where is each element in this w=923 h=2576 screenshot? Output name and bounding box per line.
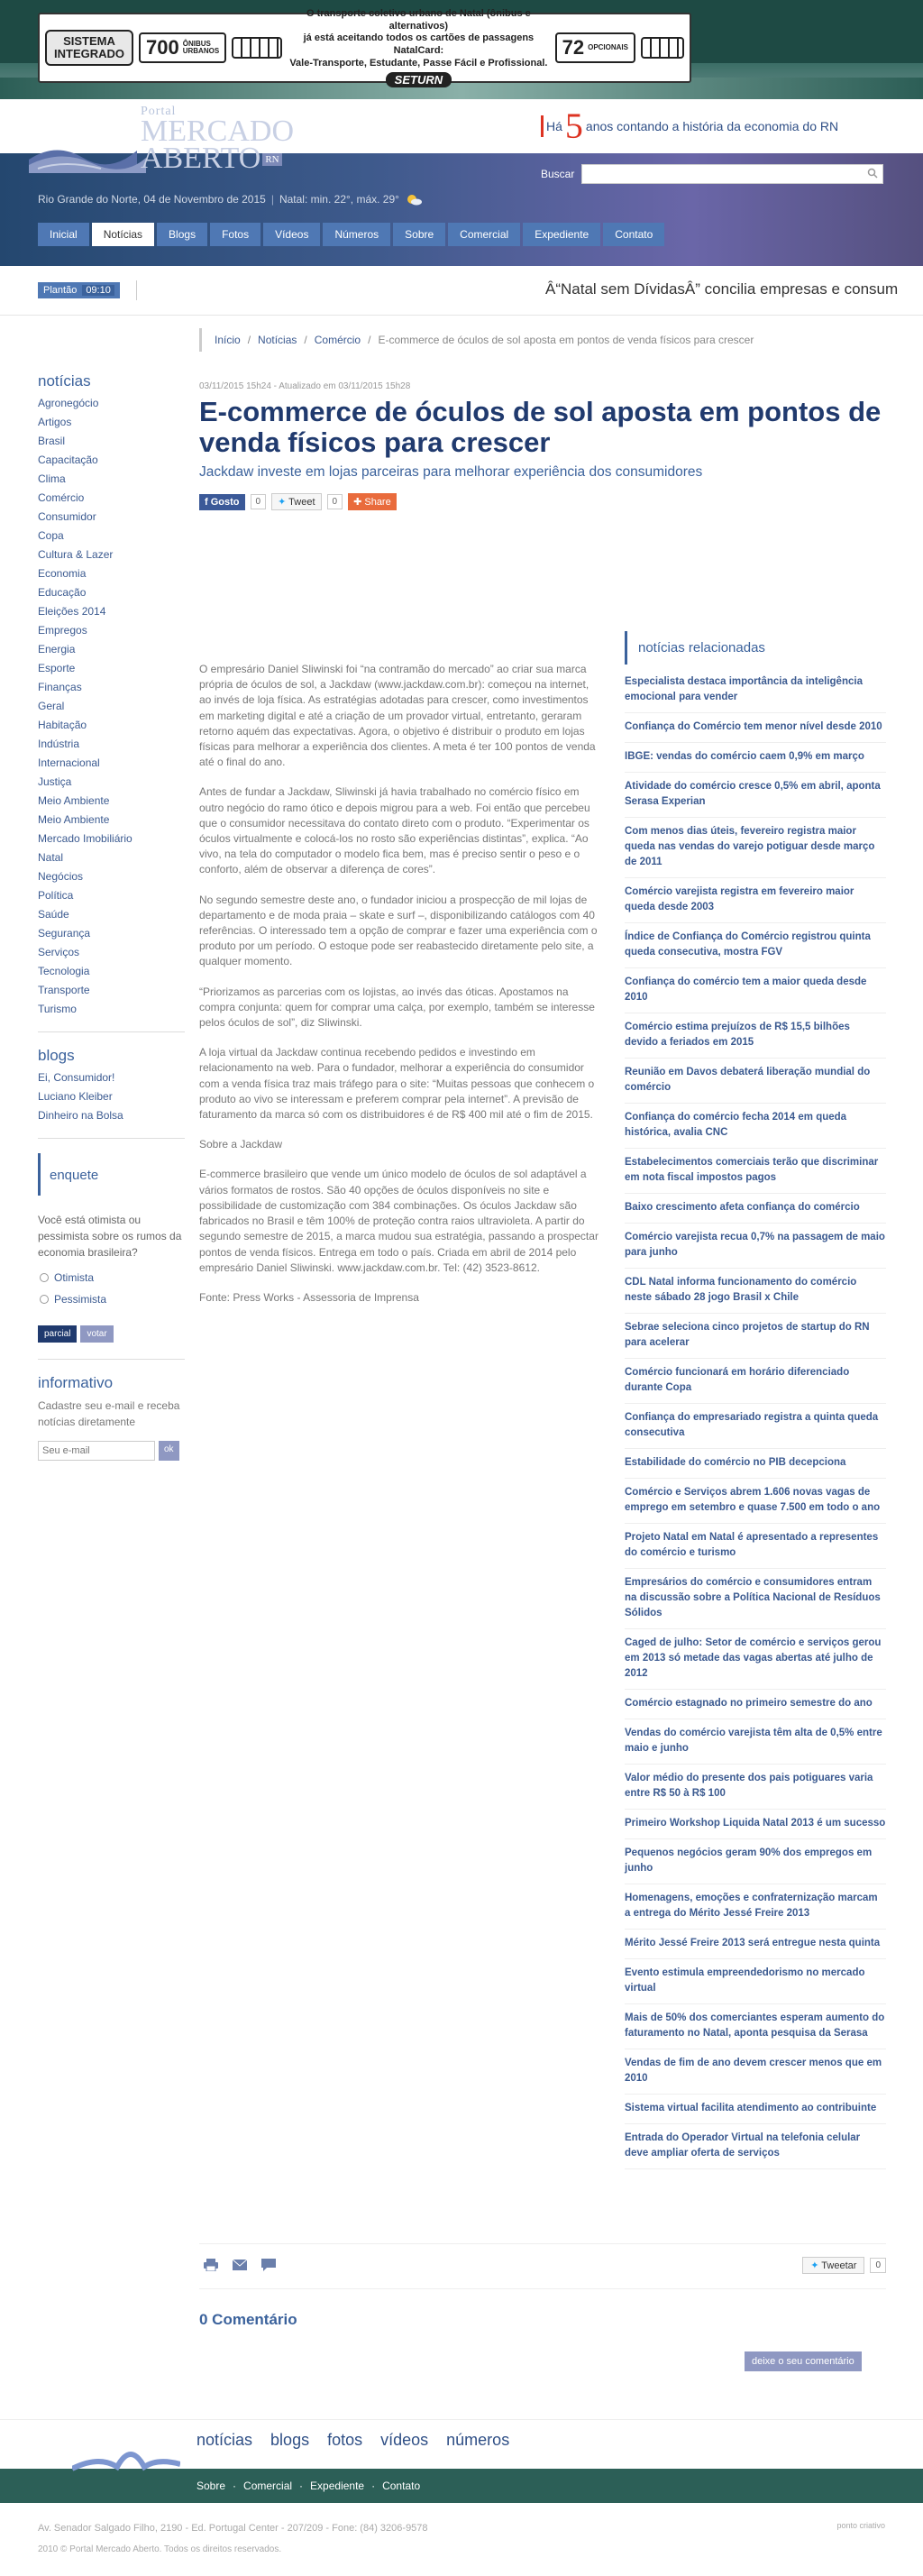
nav-fotos[interactable]: Fotos: [210, 223, 260, 246]
blog-item[interactable]: Luciano Kleiber: [38, 1090, 113, 1103]
footer-bottom: [0, 2503, 923, 2576]
sidebar-item[interactable]: Mercado Imobiliário: [38, 832, 133, 845]
current-date: Rio Grande do Norte, 04 de Novembro de 2015: [38, 193, 266, 206]
newsletter: [38, 1374, 185, 1461]
poll-option-label: Pessimista: [54, 1293, 107, 1306]
newsletter-form: [38, 1441, 185, 1461]
related-item[interactable]: Sistema virtual facilita atendimento ao contribuinte: [625, 2095, 886, 2124]
related-item[interactable]: Homenagens, emoções e confraternização marcam a entrega do Mérito Jessé Freire 2013: [625, 1884, 886, 1930]
sidebar-item[interactable]: Justiça: [38, 775, 72, 788]
sidebar-item[interactable]: Meio Ambiente: [38, 794, 110, 807]
newsletter-ok-button[interactable]: ok: [159, 1441, 179, 1461]
related-item[interactable]: Comércio e Serviços abrem 1.606 novas vagas de emprego em setembro e quase 7.500 em todo o ano: [625, 1479, 886, 1524]
article-paragraph: Fonte: Press Works - Assessoria de Imprensa: [199, 1290, 419, 1304]
poll-option-pessimista[interactable]: [40, 1293, 185, 1306]
nav-videos[interactable]: Vídeos: [263, 223, 320, 246]
search-input[interactable]: [582, 165, 853, 183]
logo-portal: Portal: [141, 105, 177, 118]
bus-icon: [232, 37, 282, 59]
sidebar-item[interactable]: Geral: [38, 700, 65, 712]
seturn-logo: SETURN: [386, 72, 452, 87]
main-content: [199, 316, 886, 2367]
social-buttons: [199, 493, 886, 510]
related-item[interactable]: IBGE: vendas do comércio caem 0,9% em março: [625, 743, 886, 773]
sidebar-item[interactable]: Saúde: [38, 908, 69, 921]
footer-nav-bar: Sobre · Comercial · Expediente · Contato: [0, 2469, 923, 2503]
related-item[interactable]: Comércio varejista recua 0,7% na passagem de maio para junho: [625, 1224, 886, 1269]
footer-link-videos[interactable]: vídeos: [380, 2431, 429, 2449]
blogs-list: [38, 1068, 185, 1125]
related-item[interactable]: Mérito Jessé Freire 2013 será entregue nesta quinta: [625, 1930, 886, 1959]
sidebar-item[interactable]: Segurança: [38, 927, 91, 940]
sidebar-item[interactable]: Capacitação: [38, 454, 98, 466]
sidebar-item[interactable]: Indústria: [38, 738, 80, 750]
sidebar-item[interactable]: Comércio: [38, 491, 85, 504]
tweetar-count: 0: [870, 2258, 886, 2273]
share-label: Share: [364, 497, 391, 508]
twitter-icon: ✦: [278, 497, 289, 508]
sidebar-item[interactable]: Eleições 2014: [38, 605, 106, 618]
radio-icon[interactable]: [40, 1295, 49, 1304]
sidebar-divider: [38, 1138, 185, 1139]
article-paragraph: O empresário Daniel Sliwinski foi “na contramão do mercado” ao criar sua marca própria de óculos de sol, a Jackdaw (www.jackdaw.com.br): começou na internet, ao invés de loja física. As estratégias adotadas para crescer, como investimentos em marketing digital e até a criação de um provador virtual, entretanto, geraram retorno aquém das expectativas. Agora, o objetivo é distribuir o produto em lojas físicas para melhorar a experiência dos clientes. A meta é ter 100 pontos de venda até o final do ano.: [199, 663, 596, 769]
opcionais-label: OPCIONAIS: [588, 43, 628, 51]
poll-buttons: [38, 1325, 185, 1343]
onibus-number: 700: [146, 36, 179, 59]
onibus-count: [139, 32, 226, 63]
poll-votar-button[interactable]: votar: [80, 1325, 113, 1343]
related-item[interactable]: Atividade do comércio cresce 0,5% em abril, aponta Serasa Experian: [625, 773, 886, 818]
nav-noticias[interactable]: Notícias: [92, 223, 154, 246]
blog-item[interactable]: Ei, Consumidor!: [38, 1071, 115, 1084]
tagline-bar: [541, 115, 544, 137]
sidebar-item[interactable]: Internacional: [38, 756, 100, 769]
newsletter-text: Cadastre seu e-mail e receba notícias diretamente: [38, 1399, 180, 1428]
sidebar-item[interactable]: Educação: [38, 586, 87, 599]
related-item[interactable]: Com menos dias úteis, fevereiro registra maior queda nas vendas do varejo potiguar desde março de 2011: [625, 818, 886, 878]
plantao-bar: [0, 266, 923, 316]
poll-title: enquete: [50, 1168, 99, 1183]
related-item[interactable]: Projeto Natal em Natal é apresentado a representes do comércio e turismo: [625, 1524, 886, 1569]
related-item[interactable]: Valor médio do presente dos pais potiguares varia entre R$ 50 à R$ 100: [625, 1765, 886, 1810]
sidebar-item[interactable]: Brasil: [38, 435, 66, 447]
related-item[interactable]: Primeiro Workshop Liquida Natal 2013 é um sucesso: [625, 1810, 886, 1839]
ad-banner[interactable]: [38, 7, 691, 87]
sidebar-item[interactable]: Artigos: [38, 416, 72, 428]
search-label: Buscar: [541, 168, 575, 180]
related-item[interactable]: Comércio estagnado no primeiro semestre do ano: [625, 1690, 886, 1719]
related-item[interactable]: Comércio varejista registra em fevereiro maior queda desde 2003: [625, 878, 886, 923]
tweet-button[interactable]: [271, 493, 321, 510]
related-item[interactable]: Empresários do comércio e consumidores entram na discussão sobre a Política Nacional de Resíduos Sólidos: [625, 1569, 886, 1629]
opcionais-number: 72: [562, 36, 585, 59]
related-item[interactable]: Vendas de fim de ano devem crescer menos que em 2010: [625, 2049, 886, 2095]
sidebar-item[interactable]: Agronegócio: [38, 397, 99, 409]
main-nav: [38, 223, 664, 246]
sidebar-item[interactable]: Esporte: [38, 662, 76, 674]
sidebar-item[interactable]: Serviços: [38, 946, 80, 958]
footer-link-fotos[interactable]: fotos: [327, 2431, 363, 2449]
comments-count: 0 Comentário: [199, 2311, 297, 2328]
tagline-ha: Há: [546, 119, 562, 133]
sidebar-divider: [38, 1031, 185, 1032]
nav-contato[interactable]: Contato: [603, 223, 664, 246]
comment-icon[interactable]: [257, 2255, 280, 2275]
related-item[interactable]: Entrada do Operador Virtual na telefonia celular deve ampliar oferta de serviços: [625, 2124, 886, 2169]
banner-line-3: Vale-Transporte, Estudante, Passe Fácil e Profissional.: [289, 57, 548, 69]
banner-line-1: O transporte coletivo urbano de Natal (ônibus e alternativos): [306, 7, 531, 32]
van-icon: [641, 37, 684, 59]
footer-contato[interactable]: Contato: [382, 2480, 421, 2492]
footer-links: [196, 2431, 509, 2450]
related-item[interactable]: Comércio estima prejuízos de R$ 15,5 bilhões devido a feriados em 2015: [625, 1013, 886, 1059]
twitter-icon: ✦: [810, 2260, 822, 2271]
footer-credit[interactable]: ponto criativo: [836, 2521, 885, 2530]
related-item[interactable]: Vendas do comércio varejista têm alta de 0,5% entre maio e junho: [625, 1719, 886, 1765]
related-item[interactable]: Pequenos negócios geram 90% dos empregos em junho: [625, 1839, 886, 1884]
related-item[interactable]: Confiança do empresariado registra a quinta queda consecutiva: [625, 1404, 886, 1449]
facebook-like-button[interactable]: [199, 494, 245, 510]
related-item[interactable]: Evento estimula empreendedorismo no mercado virtual: [625, 1959, 886, 2004]
onibus-label-2: URBANOS: [182, 47, 220, 55]
leave-comment-button[interactable]: deixe o seu comentário: [745, 2351, 862, 2371]
sidebar-item[interactable]: Cultura & Lazer: [38, 548, 114, 561]
nav-comercial[interactable]: Comercial: [448, 223, 520, 246]
related-news: [625, 631, 886, 2169]
breadcrumb-inicio[interactable]: Início: [215, 334, 241, 346]
onibus-label-1: ÔNIBUS: [182, 40, 211, 48]
nav-inicial[interactable]: Inicial: [38, 223, 89, 246]
sidebar-item[interactable]: Copa: [38, 529, 64, 542]
related-item[interactable]: Estabelecimentos comerciais terão que discriminar em nota fiscal impostos pagos: [625, 1149, 886, 1194]
share-button[interactable]: [348, 493, 397, 510]
nav-numeros[interactable]: Números: [323, 223, 390, 246]
sidebar-item[interactable]: Política: [38, 889, 74, 902]
related-item[interactable]: Sebrae seleciona cinco projetos de startup do RN para acelerar: [625, 1314, 886, 1359]
partly-cloudy-icon: [405, 193, 423, 206]
integrado-text: INTEGRADO: [54, 47, 124, 60]
related-item[interactable]: Especialista destaca importância da inteligência emocional para vender: [625, 668, 886, 713]
weather-text: Natal: min. 22°, máx. 29°: [279, 193, 399, 206]
sidebar: [38, 316, 185, 2448]
tweet-label: Tweet: [288, 497, 315, 508]
sidebar-item[interactable]: Consumidor: [38, 510, 96, 523]
plantao-divider: [136, 280, 137, 300]
email-field[interactable]: [38, 1441, 155, 1461]
tagline-text: anos contando a história da economia do RN: [585, 119, 839, 133]
noticias-list: [38, 394, 185, 1019]
poll-option-label: Otimista: [54, 1271, 95, 1284]
sidebar-item[interactable]: Habitação: [38, 719, 87, 731]
facebook-count: 0: [251, 494, 267, 509]
related-list: [625, 668, 886, 2169]
footer-sobre[interactable]: Sobre: [196, 2480, 226, 2492]
banner-line-2: já está aceitando todos os cartões de passagens NatalCard:: [303, 32, 535, 56]
site-logo[interactable]: [29, 105, 295, 176]
sidebar-item[interactable]: Natal: [38, 851, 64, 864]
nav-expediente[interactable]: Expediente: [523, 223, 600, 246]
sistema-text: SISTEMA: [63, 34, 115, 49]
article-actions: [199, 2243, 886, 2275]
tagline: [541, 105, 839, 146]
search-box: [581, 164, 883, 184]
banner-message: [288, 8, 549, 88]
article-title: E-commerce de óculos de sol aposta em pontos de venda físicos para crescer: [199, 396, 882, 458]
poll-parcial-button[interactable]: parcial: [38, 1325, 77, 1343]
plantao-label: Plantão: [43, 285, 78, 296]
sidebar-item[interactable]: Transporte: [38, 984, 90, 996]
footer-link-blogs[interactable]: blogs: [270, 2431, 310, 2449]
sidebar-item[interactable]: Negócios: [38, 870, 84, 883]
top-banner-band: [0, 0, 923, 99]
sidebar-item[interactable]: Empregos: [38, 624, 87, 637]
nav-blogs[interactable]: Blogs: [157, 223, 207, 246]
footer-link-noticias[interactable]: notícias: [196, 2431, 253, 2449]
dateline: Rio Grande do Norte, 04 de Novembro de 2015 | Natal: min. 22°, máx. 29°: [38, 193, 423, 206]
sidebar-blogs-title[interactable]: blogs: [38, 1047, 75, 1064]
sidebar-divider: [38, 1359, 185, 1360]
related-item[interactable]: Reunião em Davos debaterá liberação mundial do comércio: [625, 1059, 886, 1104]
search-area: [541, 164, 883, 184]
article-paragraph: No segundo semestre deste ano, o fundador iniciou a prospecção de mil lojas de departamento e de moda praia – skate e surf –, disponibilizando catálogos com 40 referências. O interessado tem a opção de comprar e fazer uma experiência com o produto por um período. O estoque pode ser reabastecido diretamente pelo site, a qualquer momento.: [199, 893, 598, 968]
content-wrap: [0, 316, 923, 2448]
sidebar-item[interactable]: Turismo: [38, 1003, 77, 1015]
footer-expediente[interactable]: Expediente: [310, 2480, 365, 2492]
sidebar-noticias-title[interactable]: notícias: [38, 372, 91, 390]
article-paragraph: Sobre a Jackdaw: [199, 1138, 283, 1151]
poll-option-otimista[interactable]: [40, 1271, 185, 1284]
logo-rn: RN: [262, 153, 281, 166]
newsletter-title: informativo: [38, 1374, 114, 1391]
footer-logo-wave-icon: [72, 2442, 180, 2478]
tweet-count: 0: [327, 494, 343, 509]
sidebar-item[interactable]: Finanças: [38, 681, 82, 693]
breadcrumb: Início / Notícias / Comércio / E-commerce de óculos de sol aposta em pontos de venda físicos para crescer: [199, 328, 886, 352]
breadcrumb-comercio[interactable]: Comércio: [314, 334, 361, 346]
radio-icon[interactable]: [40, 1273, 49, 1282]
news-ticker[interactable]: Â“Natal sem DívidasÂ” concilia empresas e consum: [545, 280, 899, 298]
footer-comercial[interactable]: Comercial: [243, 2480, 293, 2492]
breadcrumb-noticias[interactable]: Notícias: [258, 334, 297, 346]
share-icon: ✚: [353, 497, 365, 508]
article-meta: 03/11/2015 15h24 - Atualizado em 03/11/2015 15h28: [199, 381, 411, 391]
nav-sobre[interactable]: Sobre: [393, 223, 445, 246]
comments-divider: [199, 2288, 886, 2289]
sidebar-item[interactable]: Clima: [38, 472, 66, 485]
tagline-five: 5: [564, 105, 583, 146]
tweetar-button[interactable]: [802, 2257, 864, 2274]
search-icon[interactable]: [867, 168, 878, 179]
related-item[interactable]: Confiança do Comércio tem menor nível desde 2010: [625, 713, 886, 743]
related-item[interactable]: Mais de 50% dos comerciantes esperam aumento do faturamento no Natal, aponta pesquisa da Serasa: [625, 2004, 886, 2049]
sistema-integrado-badge: [45, 30, 133, 65]
article-paragraph: A loja virtual da Jackdaw continua recebendo pedidos e investindo em relacionamento na web. Para o fundador, melhorar a experiência do consumidor com a venda física traz mais tráfego para o site: “Muitas pessoas que conhecem o produto ao vivo se interessam e preferem comprar pela internet”. A previsão de faturamento da marca só com os distribuidores é de R$ 400 mil até o fim de 2015.: [199, 1046, 595, 1122]
plantao-tag[interactable]: [38, 282, 120, 298]
related-item[interactable]: Caged de julho: Setor de comércio e serviços gerou em 2013 só metade das vagas abertas até julho de 2012: [625, 1629, 886, 1690]
facebook-icon: f: [205, 496, 211, 508]
footer-link-numeros[interactable]: números: [446, 2431, 510, 2449]
tweetar-label: Tweetar: [821, 2260, 857, 2271]
related-item[interactable]: Baixo crescimento afeta confiança do comércio: [625, 1194, 886, 1224]
article-paragraph: Antes de fundar a Jackdaw, Sliwinski já havia trabalhado no comércio físico em outro negócio do ramo ótico e depois migrou para a web. Foi então que percebeu que o consumidor necessitava do contato direto com o produto. “Experimentar os óculos virtualmente e colocá-los no rosto são experiências distintas”, explica. “Ao vivo, na tela do computador o modelo fica bem, mas é preciso sentir o peso e o conforto, além de observar a diferença de cores”.: [199, 785, 590, 876]
article-paragraph: “Priorizamos as parcerias com os lojistas, ao invés das óticas. Apostamos na compra conjunta: quem for comprar uma calça, por exemplo, também se interesse pelos óculos de sol”, diz Sliwinski.: [199, 985, 595, 1030]
sidebar-item[interactable]: Tecnologia: [38, 965, 90, 977]
related-item[interactable]: Confiança do comércio tem a maior queda desde 2010: [625, 968, 886, 1013]
footer-address: Av. Senador Salgado Filho, 2190 - Ed. Portugal Center - 207/209 - Fone: (84) 3206-9578: [38, 2523, 428, 2534]
related-item[interactable]: Confiança do comércio fecha 2014 em queda histórica, avalia CNC: [625, 1104, 886, 1149]
related-item[interactable]: CDL Natal informa funcionamento do comércio neste sábado 28 jogo Brasil x Chile: [625, 1269, 886, 1314]
site-header: [0, 99, 923, 266]
blog-item[interactable]: Dinheiro na Bolsa: [38, 1109, 123, 1122]
related-title: notícias relacionadas: [625, 631, 886, 665]
poll-header: [38, 1153, 185, 1196]
opcionais-count: [555, 32, 635, 63]
logo-waves-icon: [29, 124, 146, 173]
sidebar-item[interactable]: Economia: [38, 567, 87, 580]
article-paragraph: E-commerce brasileiro que vende um único modelo de óculos de sol adaptável a vários formatos de rostos. São 40 opções de óculos disponíveis no site e possibilidade de customização com 384 combinações. Os óculos Jackdaw são fabricados no Brasil e têm 100% de proteção contra raios ultravioleta. A partir do segundo semestre de 2015, a marca mudou sua estratégia, passando a prospectar pontos de venda físicos. Entrega em todo o país. Criada em abril de 2014 pelo empresário Daniel Sliwinski. www.jackdaw.com.br. Tel: (42) 3523-8612.: [199, 1168, 599, 1274]
related-item[interactable]: Índice de Confiança do Comércio registrou quinta queda consecutiva, mostra FGV: [625, 923, 886, 968]
related-item[interactable]: Estabilidade do comércio no PIB decepciona: [625, 1449, 886, 1479]
article-subtitle: Jackdaw investe em lojas parceiras para melhorar experiência dos consumidores: [199, 464, 703, 480]
sidebar-item[interactable]: Meio Ambiente: [38, 813, 110, 826]
logo-mercado: MERCADO: [141, 114, 295, 148]
sidebar-item[interactable]: Energia: [38, 643, 76, 655]
footer-copyright: 2010 © Portal Mercado Aberto. Todos os direitos reservados.: [38, 2544, 282, 2554]
article-body: [199, 662, 602, 1320]
print-icon[interactable]: [199, 2255, 223, 2275]
plantao-time: 09:10: [82, 285, 114, 296]
logo-aberto: ABERTO: [141, 142, 261, 176]
facebook-like-label: Gosto: [210, 496, 240, 508]
related-item[interactable]: Comércio funcionará em horário diferenciado durante Copa: [625, 1359, 886, 1404]
breadcrumb-current: E-commerce de óculos de sol aposta em pontos de venda físicos para crescer: [378, 334, 754, 346]
email-icon[interactable]: [228, 2255, 251, 2275]
poll-question: Você está otimista ou pessimista sobre os rumos da economia brasileira?: [38, 1214, 182, 1259]
